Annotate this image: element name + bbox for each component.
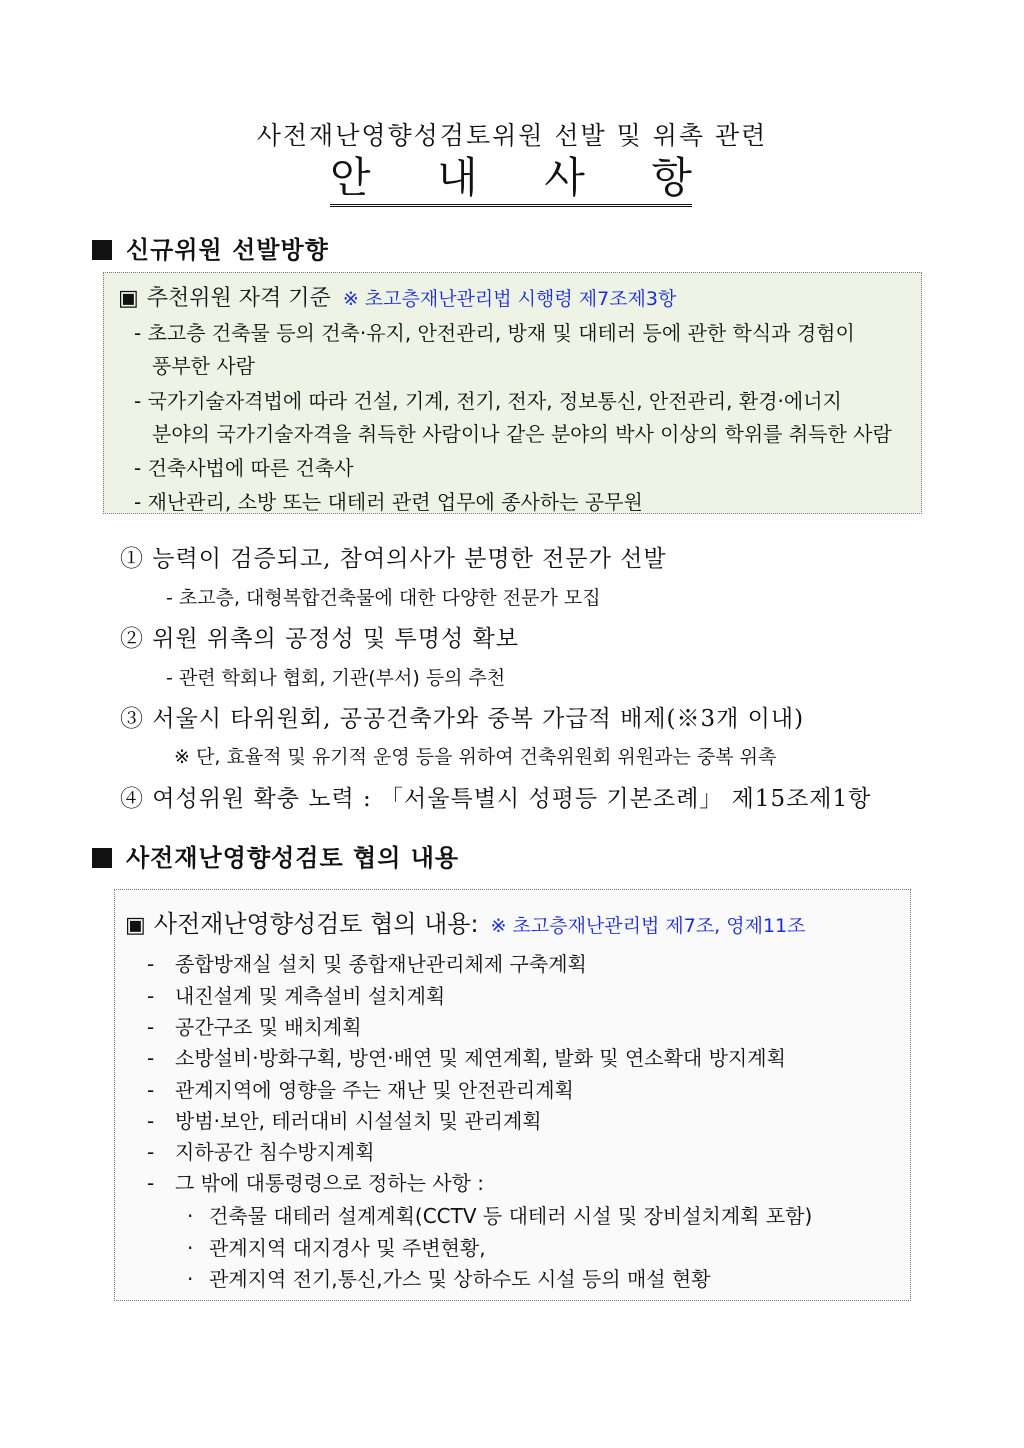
review-content-box xyxy=(114,889,911,1301)
list-item: - 관계지역에 영향을 주는 재난 및 안전관리계획 xyxy=(147,1078,574,1102)
box-title: 사전재난영향성검토 협의 내용: xyxy=(153,910,479,938)
legal-reference-note: ※ 초고층재난관리법 제7조, 영제11조 xyxy=(490,915,806,937)
selection-item-sub: - 관련 학회나 협회, 기관(부서) 등의 추천 xyxy=(166,667,506,689)
section-heading-text: 사전재난영향성검토 협의 내용 xyxy=(126,844,460,872)
selection-item-sub: - 초고층, 대형복합건축물에 대한 다양한 전문가 모집 xyxy=(166,587,601,609)
boxed-square-icon: ▣ xyxy=(125,913,146,938)
section-heading-review-content xyxy=(92,838,459,873)
square-bullet-icon xyxy=(92,240,112,260)
list-item: - 방범·보안, 테러대비 시설설치 및 관리계획 xyxy=(147,1109,542,1133)
selection-item-title: ③ 서울시 타위원회, 공공건축가와 중복 가급적 배제(※3개 이내) xyxy=(120,706,805,732)
title-char: 안 xyxy=(330,153,371,202)
qualification-box xyxy=(103,272,922,514)
section-heading-text: 신규위원 선발방향 xyxy=(126,236,329,264)
box-header xyxy=(118,281,676,312)
boxed-square-icon: ▣ xyxy=(118,286,139,311)
box-header xyxy=(125,904,806,939)
list-item: - 그 밖에 대통령령으로 정하는 사항 : xyxy=(147,1171,485,1195)
qualification-line: 분야의 국가기술자격을 취득한 사람이나 같은 분야의 박사 이상의 학위를 취득한 사람 xyxy=(152,422,892,446)
qualification-line: 풍부한 사람 xyxy=(152,354,255,378)
selection-item-title: ④ 여성위원 확충 노력 : 「서울특별시 성평등 기본조례」 제15조제1항 xyxy=(120,786,872,812)
title-char: 항 xyxy=(651,153,692,202)
qualification-line: - 건축사법에 따른 건축사 xyxy=(134,456,354,480)
sub-list-item: · 관계지역 전기,통신,가스 및 상하수도 시설 등의 매설 현황 xyxy=(187,1267,711,1291)
selection-item-title: ② 위원 위촉의 공정성 및 투명성 확보 xyxy=(120,626,519,652)
title-char: 내 xyxy=(437,153,478,202)
square-bullet-icon xyxy=(92,848,112,868)
qualification-line: - 국가기술자격법에 따라 건설, 기계, 전기, 전자, 정보통신, 안전관리, 환경·에너지 xyxy=(134,389,842,413)
sub-list-item: · 건축물 대테러 설계계획(CCTV 등 대테러 시설 및 장비설치계획 포함) xyxy=(187,1204,813,1228)
selection-item-sub: ※ 단, 효율적 및 유기적 운영 등을 위하여 건축위원회 위원과는 중복 위촉 xyxy=(174,746,777,768)
document-title xyxy=(330,150,692,207)
list-item: - 지하공간 침수방지계획 xyxy=(147,1140,375,1164)
document-subtitle: 사전재난영향성검토위원 선발 및 위촉 관련 xyxy=(256,121,768,150)
box-title: 추천위원 자격 기준 xyxy=(146,286,331,311)
list-item: - 종합방재실 설치 및 종합재난관리체제 구축계획 xyxy=(147,952,587,976)
qualification-line: - 초고층 건축물 등의 건축·유지, 안전관리, 방재 및 대테러 등에 관한 학식과 경험이 xyxy=(134,321,855,345)
sub-list-item: · 관계지역 대지경사 및 주변현황, xyxy=(187,1236,486,1260)
list-item: - 내진설계 및 계측설비 설치계획 xyxy=(147,984,446,1008)
section-heading-new-members xyxy=(92,230,329,265)
list-item: - 소방설비·방화구획, 방연·배연 및 제연계획, 발화 및 연소확대 방지계획 xyxy=(147,1046,786,1070)
list-item: - 공간구조 및 배치계획 xyxy=(147,1015,362,1039)
title-char: 사 xyxy=(544,153,585,202)
qualification-line: - 재난관리, 소방 또는 대테러 관련 업무에 종사하는 공무원 xyxy=(134,490,643,514)
selection-item-title: ① 능력이 검증되고, 참여의사가 분명한 전문가 선발 xyxy=(120,546,667,572)
legal-reference-note: ※ 초고층재난관리법 시행령 제7조제3항 xyxy=(342,288,677,310)
